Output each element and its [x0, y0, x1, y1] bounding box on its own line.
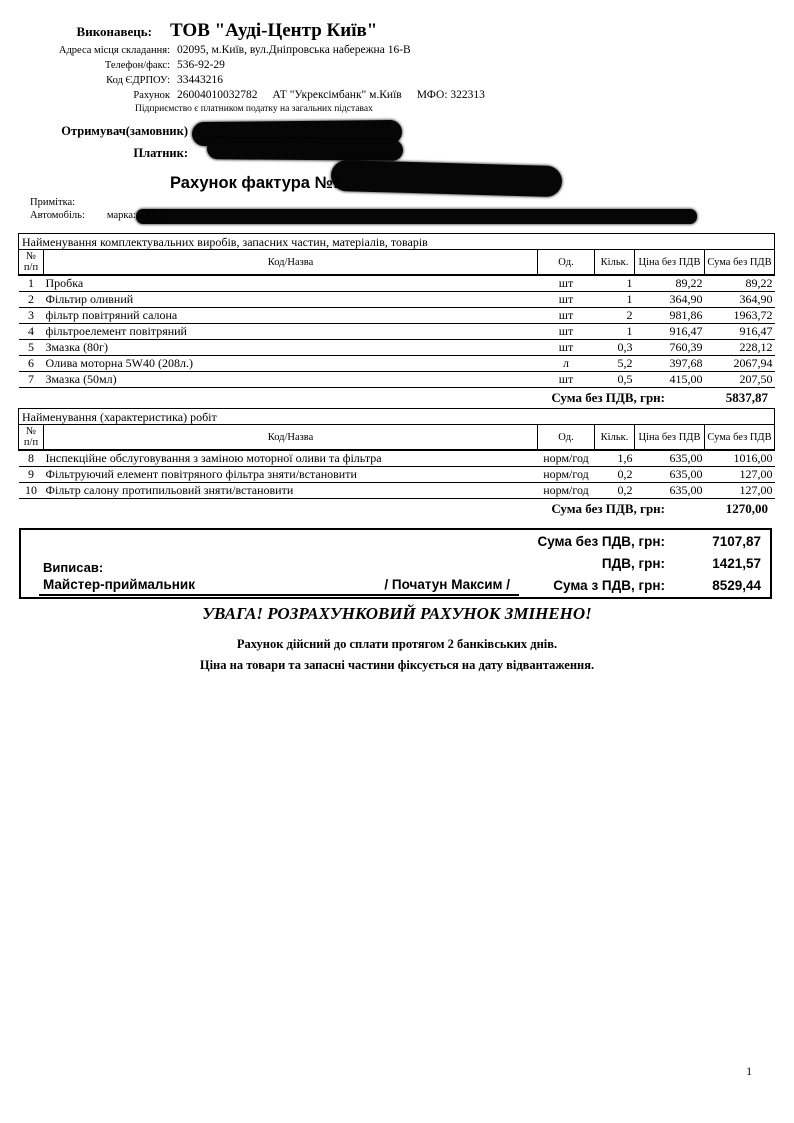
- col-name: Код/Назва: [44, 250, 538, 276]
- issuer-role: Майстер-приймальник: [43, 577, 195, 592]
- executor-name: ТОВ "Ауді-Центр Київ": [170, 20, 378, 41]
- account-value: 26004010032782: [177, 89, 258, 101]
- edrpou-row: [0, 74, 223, 86]
- col-name: Код/Назва: [44, 425, 538, 451]
- table-row: 6 Олива моторна 5W40 (208л.) л 5,2 397,68 2067,94: [19, 356, 775, 372]
- col-qty: Кільк.: [595, 425, 635, 451]
- col-sum: Сума без ПДВ: [705, 250, 775, 276]
- col-sum: Сума без ПДВ: [705, 425, 775, 451]
- phone-row: [0, 59, 225, 71]
- invoice-title: Рахунок фактура №:: [170, 174, 339, 192]
- signature-line: [39, 594, 519, 596]
- col-unit: Од.: [538, 425, 595, 451]
- bank-value: АТ "Укрексімбанк" м.Київ: [272, 89, 402, 101]
- parts-table-header-row: [19, 250, 775, 276]
- works-total-value: 1270,00: [725, 501, 768, 516]
- edrpou-value: 33443216: [177, 74, 223, 86]
- table-row: 2 Фільтир оливний шт 1 364,90 364,90: [19, 292, 775, 308]
- col-price: Ціна без ПДВ: [635, 425, 705, 451]
- summary-subtotal-value: 7107,87: [712, 534, 761, 549]
- address-label: Адреса місця складання:: [58, 45, 170, 56]
- address-value: 02095, м.Київ, вул.Дніпровська набережна 16-В: [177, 44, 411, 56]
- summary-vat-value: 1421,57: [712, 556, 761, 571]
- car-row: [30, 210, 167, 221]
- col-price: Ціна без ПДВ: [635, 250, 705, 276]
- redaction-car-info: [136, 209, 697, 224]
- col-unit: Од.: [538, 250, 595, 276]
- redaction-invoice-number: [331, 160, 563, 197]
- price-note: Ціна на товари та запасні частини фіксується на дату відвантаження.: [199, 658, 595, 672]
- col-num: № п/п: [19, 425, 44, 451]
- parts-total-row: [18, 390, 775, 408]
- page-number: 1: [746, 1066, 752, 1078]
- note-label: Примітка:: [30, 197, 76, 208]
- summary-subtotal-label: Сума без ПДВ, грн:: [537, 534, 665, 549]
- issuer-name: / Початун Максим /: [384, 577, 510, 592]
- table-row: 9 Фільтруючий елемент повітряного фільтра зняти/встановити норм/год 0,2 635,00 127,00: [19, 467, 775, 483]
- table-row: 5 Змазка (80г) шт 0,3 760,39 228,12: [19, 340, 775, 356]
- payer-label: Платник:: [133, 146, 188, 160]
- phone-value: 536-92-29: [177, 59, 225, 71]
- mfo-value: МФО: 322313: [416, 89, 485, 101]
- tax-note: Підприємство є платником податку на загальних підставах: [135, 104, 373, 114]
- works-table: [18, 408, 775, 519]
- works-total-label: Сума без ПДВ, грн:: [551, 501, 665, 516]
- address-row: [0, 44, 411, 56]
- works-table-header-row: [19, 425, 775, 451]
- phone-label: Телефон/факс:: [104, 60, 170, 71]
- col-qty: Кільк.: [595, 250, 635, 276]
- parts-table-caption: Найменування комплектувальних виробів, запасних частин, матеріалів, товарів: [18, 233, 775, 249]
- car-value: марка: AUDI,: [106, 210, 168, 221]
- payment-note: Рахунок дійсний до сплати протягом 2 банківських днів.: [236, 637, 558, 651]
- account-label: Рахунок: [133, 90, 170, 101]
- table-row: 7 Змазка (50мл) шт 0,5 415,00 207,50: [19, 372, 775, 388]
- table-row: 1 Пробка шт 1 89,22 89,22: [19, 275, 775, 292]
- warning-text: УВАГА! РОЗРАХУНКОВИЙ РАХУНОК ЗМІНЕНО!: [202, 604, 592, 623]
- car-label: Автомобіль:: [30, 210, 85, 221]
- table-row: 4 фільтроелемент повітряний шт 1 916,47 916,47: [19, 324, 775, 340]
- summary-box: [19, 528, 772, 599]
- account-row: [0, 89, 485, 101]
- table-row: 10 Фільтр салону протипильовий зняти/встановити норм/год 0,2 635,00 127,00: [19, 483, 775, 499]
- redaction-payer: [207, 138, 403, 161]
- parts-table: [18, 233, 775, 408]
- works-table-caption: Найменування (характеристика) робіт: [18, 408, 775, 424]
- table-row: 3 фільтр повітряний салона шт 2 981,86 1963,72: [19, 308, 775, 324]
- summary-total-value: 8529,44: [712, 578, 761, 593]
- works-total-row: [18, 501, 775, 519]
- executor-row: [0, 20, 377, 42]
- table-row: 8 Інспекційне обслуговування з заміною моторної оливи та фільтра норм/год 1,6 635,00 1016,00: [19, 450, 775, 467]
- receiver-row: [0, 124, 188, 139]
- summary-vat-label: ПДВ, грн:: [601, 556, 665, 571]
- col-num: № п/п: [19, 250, 44, 276]
- parts-total-label: Сума без ПДВ, грн:: [551, 390, 665, 405]
- payer-row: [0, 146, 188, 161]
- receiver-label: Отримувач(замовник): [61, 124, 188, 138]
- parts-total-value: 5837,87: [725, 390, 768, 405]
- edrpou-label: Код ЄДРПОУ:: [106, 75, 170, 86]
- executor-label: Виконавець:: [76, 24, 152, 39]
- summary-total-label: Сума з ПДВ, грн:: [553, 578, 665, 593]
- issued-label: Виписав:: [43, 560, 104, 575]
